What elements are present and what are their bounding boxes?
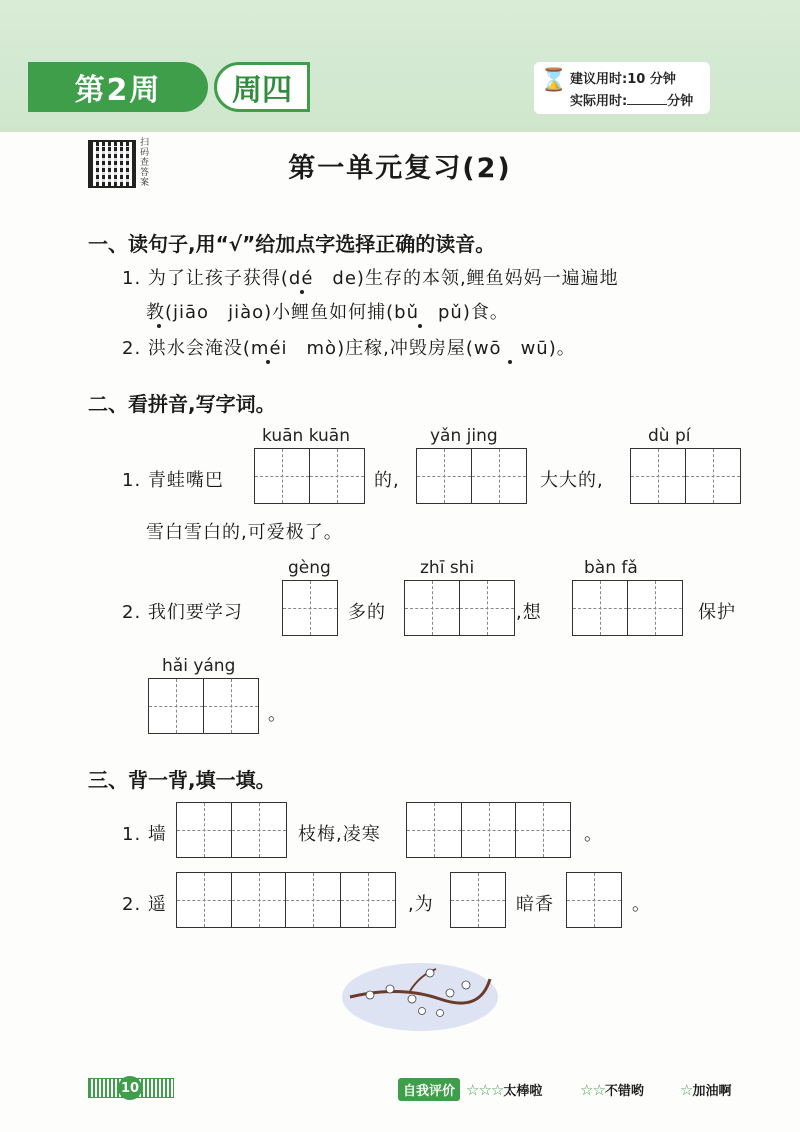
answer-grid[interactable]: [176, 802, 285, 858]
answer-grid[interactable]: [404, 580, 513, 636]
day-badge: 周四: [214, 62, 310, 112]
pinyin: gèng: [288, 558, 331, 578]
emphasis-dot: [266, 360, 270, 364]
star-icon: ☆☆☆: [466, 1081, 504, 1099]
pinyin: kuān kuān: [262, 426, 350, 446]
section3-q2-prefix: 2. 遥: [122, 894, 167, 915]
emphasis-dot: [300, 290, 304, 294]
text: 。: [632, 894, 651, 915]
emphasis-dot: [508, 360, 512, 364]
pinyin: hǎi yáng: [162, 656, 236, 676]
text: 。: [268, 704, 287, 725]
answer-grid[interactable]: [630, 448, 739, 504]
page-number-badge: [88, 1076, 174, 1100]
text: 暗香: [516, 894, 554, 915]
suggested-time: 建议用时:10 分钟: [570, 72, 676, 87]
eval-option-good[interactable]: ☆☆不错哟: [580, 1081, 644, 1099]
section2-q1-prefix: 1. 青蛙嘴巴: [122, 470, 224, 491]
plum-branch-illustration: [340, 955, 500, 1035]
section1-heading: 一、读句子,用“√”给加点字选择正确的读音。: [88, 232, 496, 256]
section2-q1-line2: 雪白雪白的,可爱极了。: [146, 522, 343, 543]
answer-grid[interactable]: [416, 448, 525, 504]
answer-grid[interactable]: [282, 580, 337, 636]
section3-q1-prefix: 1. 墙: [122, 824, 167, 845]
qr-label: 扫码查答案: [140, 138, 150, 188]
pinyin: bàn fǎ: [584, 558, 638, 578]
eval-option-great[interactable]: ☆☆☆太棒啦: [466, 1081, 543, 1099]
emphasis-dot: [157, 324, 161, 328]
text: 大大的,: [540, 470, 604, 491]
text: 多的: [348, 602, 386, 623]
text: 枝梅,凌寒: [298, 824, 381, 845]
self-eval-label: 自我评价: [398, 1078, 460, 1101]
answer-grid[interactable]: [176, 872, 394, 928]
answer-grid[interactable]: [254, 448, 363, 504]
text: ,想: [516, 602, 542, 623]
section2-heading: 二、看拼音,写字词。: [88, 392, 276, 416]
section1-q1-line2: 教(jiāo jiào)小鲤鱼如何捕(bǔ pǔ)食。: [146, 302, 509, 323]
text: ,为: [408, 894, 434, 915]
section1-q1-line1: 1. 为了让孩子获得(dé de)生存的本领,鲤鱼妈妈一遍遍地: [122, 268, 619, 289]
page-title: 第一单元复习(2): [288, 153, 512, 184]
emphasis-dot: [418, 324, 422, 328]
section2-q2-prefix: 2. 我们要学习: [122, 602, 243, 623]
actual-time: 实际用时: 分钟: [570, 94, 694, 109]
page-number: 10: [118, 1076, 142, 1100]
answer-grid[interactable]: [406, 802, 570, 858]
answer-grid[interactable]: [572, 580, 681, 636]
answer-grid[interactable]: [450, 872, 505, 928]
star-icon: ☆: [680, 1081, 693, 1099]
text: 。: [584, 824, 603, 845]
answer-grid[interactable]: [148, 678, 257, 734]
hourglass-icon: ⌛: [540, 68, 568, 93]
pinyin: yǎn jing: [430, 426, 498, 446]
week-badge: 第2周: [28, 62, 208, 112]
text: 保护: [698, 602, 736, 623]
text: 的,: [374, 470, 400, 491]
pinyin: dù pí: [648, 426, 691, 446]
star-icon: ☆☆: [580, 1081, 605, 1099]
eval-option-try[interactable]: ☆加油啊: [680, 1081, 732, 1099]
section1-q2: 2. 洪水会淹没(méi mò)庄稼,冲毁房屋(wō wū)。: [122, 338, 576, 359]
pinyin: zhī shi: [420, 558, 475, 578]
answer-grid[interactable]: [566, 872, 621, 928]
section3-heading: 三、背一背,填一填。: [88, 768, 276, 792]
